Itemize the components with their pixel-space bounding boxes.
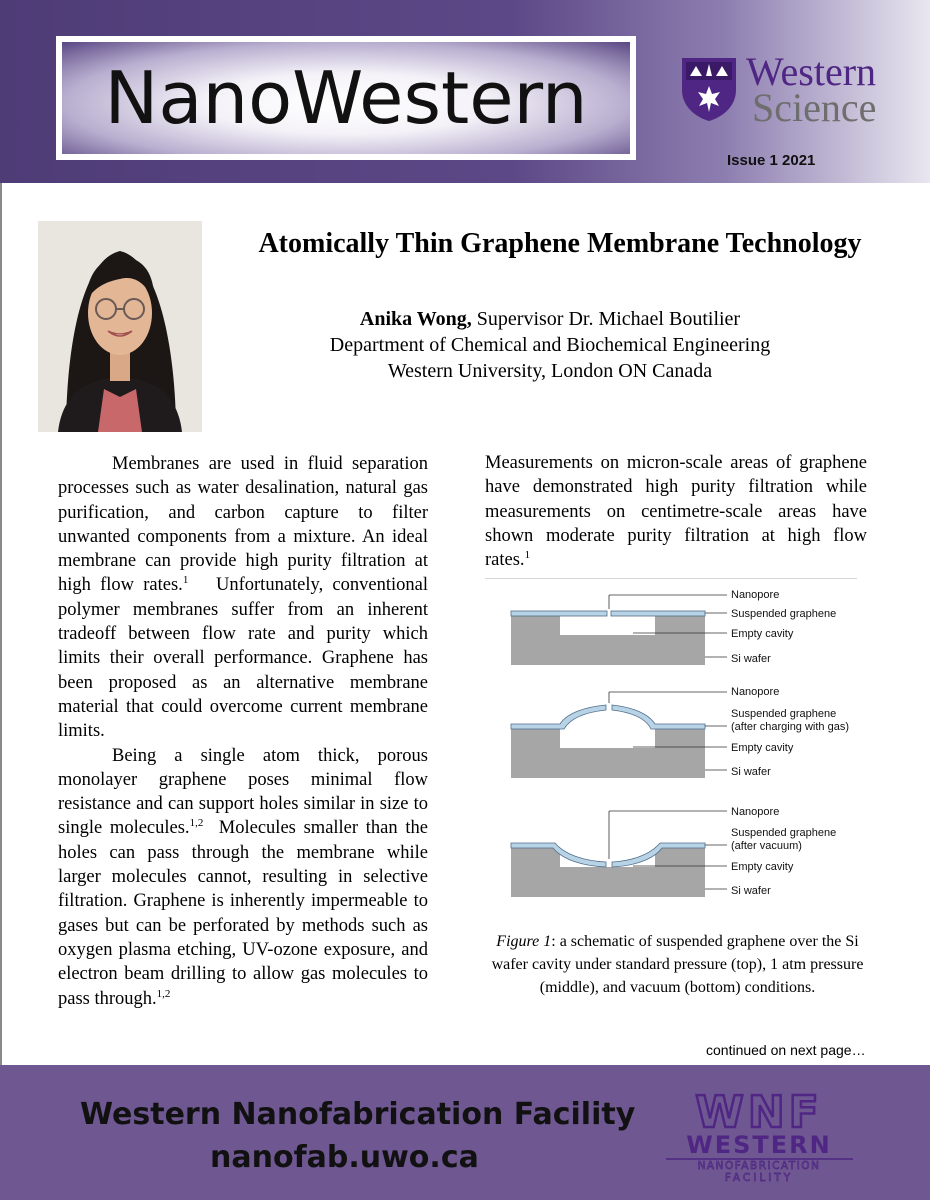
logo-science-text: Science <box>752 85 877 130</box>
fig-label: (after charging with gas) <box>731 721 849 733</box>
fig-label: Suspended graphene <box>731 608 837 620</box>
graphene-schematic-figure <box>505 585 875 905</box>
caption-label: Figure 1 <box>496 933 552 950</box>
fig-label: Si wafer <box>731 885 771 897</box>
western-crest-icon <box>680 56 738 122</box>
paragraph-3: Measurements on micron-scale areas of graphene have demonstrated high purity filtration while measurements on centimetre-scale areas have shown moderate purity filtration at high flow rates.$^1$ <box>485 453 867 571</box>
body-column-left <box>58 452 428 1011</box>
fig-label: (after vacuum) <box>731 840 802 852</box>
logo-western-text: Western <box>746 49 877 94</box>
wnf-logo-facility: FACILITY <box>724 1172 794 1184</box>
divider <box>485 578 857 579</box>
author-name: Anika Wong, <box>359 308 472 330</box>
fig-label: Si wafer <box>731 653 771 665</box>
schematic-standard-pressure <box>511 589 836 665</box>
author-photo <box>38 221 202 432</box>
reference-mark: 1 <box>524 549 531 562</box>
footer-facility-name: Western Nanofabrication Facility <box>80 1097 636 1132</box>
masthead-title-panel <box>62 42 630 154</box>
wnf-logo-western: WESTERN <box>686 1131 832 1159</box>
department: Department of Chemical and Biochemical Engineering <box>329 334 771 356</box>
fig-label: Suspended graphene <box>731 708 837 720</box>
university: Western University, London ON Canada <box>387 360 713 382</box>
paragraph-1: Membranes are used in fluid separation processes such as water desalination, natural gas purification, and carbon capture to filter unwanted components from a mixture. An ideal membrane can provide high purity filtration at high flow rates.$^1$ Unfortunately, conventional polymer membranes suffer from an inherent tradeoff between flow rate and purity which limits their overall performance. Graphene has been proposed as an alternative membrane material that could overcome current membrane limits. <box>58 454 428 742</box>
article-title: Atomically Thin Graphene Membrane Technology <box>258 228 862 259</box>
fig-label: Suspended graphene <box>731 827 837 839</box>
supervisor: Supervisor Dr. Michael Boutilier <box>476 308 741 330</box>
fig-label: Si wafer <box>731 766 771 778</box>
masthead-title: NanoWestern <box>104 56 588 140</box>
issue-label: Issue 1 2021 <box>727 152 816 169</box>
body-column-right <box>485 451 867 572</box>
figure-caption <box>490 930 865 999</box>
continued-note: continued on next page… <box>706 1042 866 1058</box>
reference-mark: 1,2 <box>189 817 204 830</box>
fig-label: Empty cavity <box>731 628 794 640</box>
schematic-after-gas <box>511 686 849 778</box>
wnf-logo-nanofab: NANOFABRICATION <box>697 1160 821 1172</box>
footer-website: nanofab.uwo.ca <box>210 1140 479 1175</box>
wnf-logo <box>662 1085 857 1185</box>
schematic-after-vacuum <box>511 806 836 897</box>
fig-label: Nanopore <box>731 806 780 818</box>
byline <box>300 306 800 384</box>
wnf-logo-letters: WNF <box>695 1087 823 1138</box>
fig-label: Empty cavity <box>731 742 794 754</box>
reference-mark: 1 <box>182 574 189 587</box>
fig-label: Nanopore <box>731 589 780 601</box>
fig-label: Nanopore <box>731 686 780 698</box>
fig-label: Empty cavity <box>731 861 794 873</box>
page-border <box>0 183 2 1065</box>
paragraph-2: Being a single atom thick, porous monolayer graphene poses minimal flow resistance and can support holes similar in size to single molecules.$^{1,2}$ Molecules smaller than the holes can pass through the membrane while larger molecules cannot, resulting in selective filtration. Graphene is inherently impermeable to gases but can be perforated by methods such as oxygen plasma etching, UV-ozone exposure, and electron beam drilling to allow gas molecules to pass through.$^{1,2}$ <box>58 745 428 1009</box>
caption-text: : a schematic of suspended graphene over the Si wafer cavity under standard pressure (top), 1 atm pressure (middle), and vacuum (bottom) conditions. <box>491 933 864 996</box>
reference-mark: 1,2 <box>156 987 171 1000</box>
